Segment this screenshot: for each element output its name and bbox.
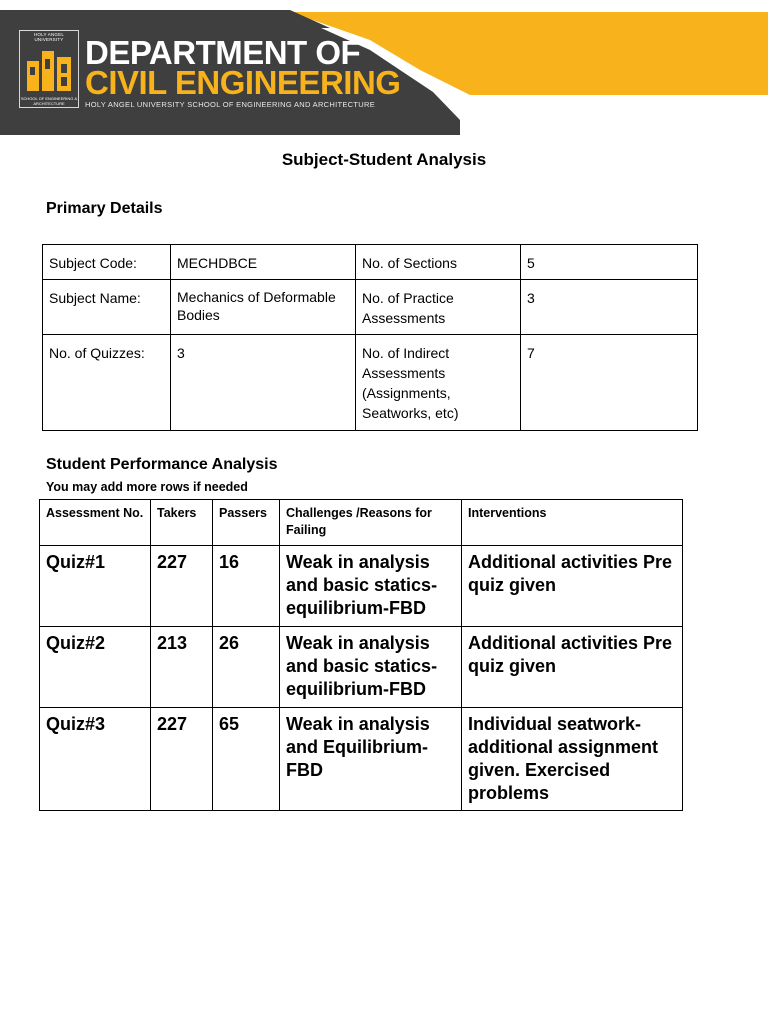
performance-heading: Student Performance Analysis [46, 456, 278, 473]
table-cell: 7 [521, 335, 698, 431]
document-title: Subject-Student Analysis [281, 150, 487, 169]
building-icon [21, 39, 78, 99]
table-cell: Subject Code: [43, 245, 171, 280]
table-cell: 213 [151, 627, 213, 708]
table-row [40, 627, 683, 708]
table-cell: 5 [521, 245, 698, 280]
table-cell: No. of Sections [356, 245, 521, 280]
table-row [43, 245, 698, 280]
department-name-line1: DEPARTMENT OF [85, 34, 361, 71]
table-row [40, 708, 683, 811]
table-cell: Additional activities Pre quiz given [462, 627, 683, 708]
table-cell: 3 [521, 280, 698, 335]
table-cell: 227 [151, 546, 213, 627]
logo-top-text: HOLY ANGEL UNIVERSITY [33, 32, 65, 42]
table-header-row [40, 500, 683, 546]
table-row [43, 280, 698, 335]
table-cell: Quiz#3 [40, 708, 151, 811]
logo-bottom-text: SCHOOL OF ENGINEERING & ARCHITECTURE [20, 96, 78, 106]
column-header: Interventions [462, 500, 683, 546]
primary-details-heading: Primary Details [46, 200, 163, 217]
performance-table [39, 499, 683, 811]
table-cell: No. of Practice Assessments [356, 280, 521, 335]
header-banner [0, 0, 768, 135]
table-cell: 16 [213, 546, 280, 627]
department-name-line2: CIVIL ENGINEERING [85, 64, 401, 101]
table-cell: 65 [213, 708, 280, 811]
table-cell: 26 [213, 627, 280, 708]
table-cell: Quiz#1 [40, 546, 151, 627]
table-cell: Weak in analysis and basic statics-equilibrium-FBD [280, 546, 462, 627]
table-cell: No. of Indirect Assessments (Assignments, Seatworks, etc) [356, 335, 521, 431]
table-cell: No. of Quizzes: [43, 335, 171, 431]
performance-note: You may add more rows if needed [46, 480, 248, 494]
table-cell: Individual seatwork-additional assignment given. Exercised problems [462, 708, 683, 811]
table-cell: 3 [171, 335, 356, 431]
column-header: Passers [213, 500, 280, 546]
column-header: Takers [151, 500, 213, 546]
table-cell: MECHDBCE [171, 245, 356, 280]
column-header: Challenges /Reasons for Failing [280, 500, 462, 546]
table-cell: Additional activities Pre quiz given [462, 546, 683, 627]
table-cell: 227 [151, 708, 213, 811]
table-cell: Quiz#2 [40, 627, 151, 708]
table-row [43, 335, 698, 431]
table-row [40, 546, 683, 627]
department-subtitle: HOLY ANGEL UNIVERSITY SCHOOL OF ENGINEERING AND ARCHITECTURE [85, 100, 375, 109]
university-logo [19, 30, 79, 108]
table-cell: Mechanics of Deformable Bodies [171, 280, 356, 335]
primary-details-table [42, 244, 698, 431]
table-cell: Weak in analysis and basic statics-equilibrium-FBD [280, 627, 462, 708]
table-cell: Weak in analysis and Equilibrium-FBD [280, 708, 462, 811]
table-cell: Subject Name: [43, 280, 171, 335]
column-header: Assessment No. [40, 500, 151, 546]
